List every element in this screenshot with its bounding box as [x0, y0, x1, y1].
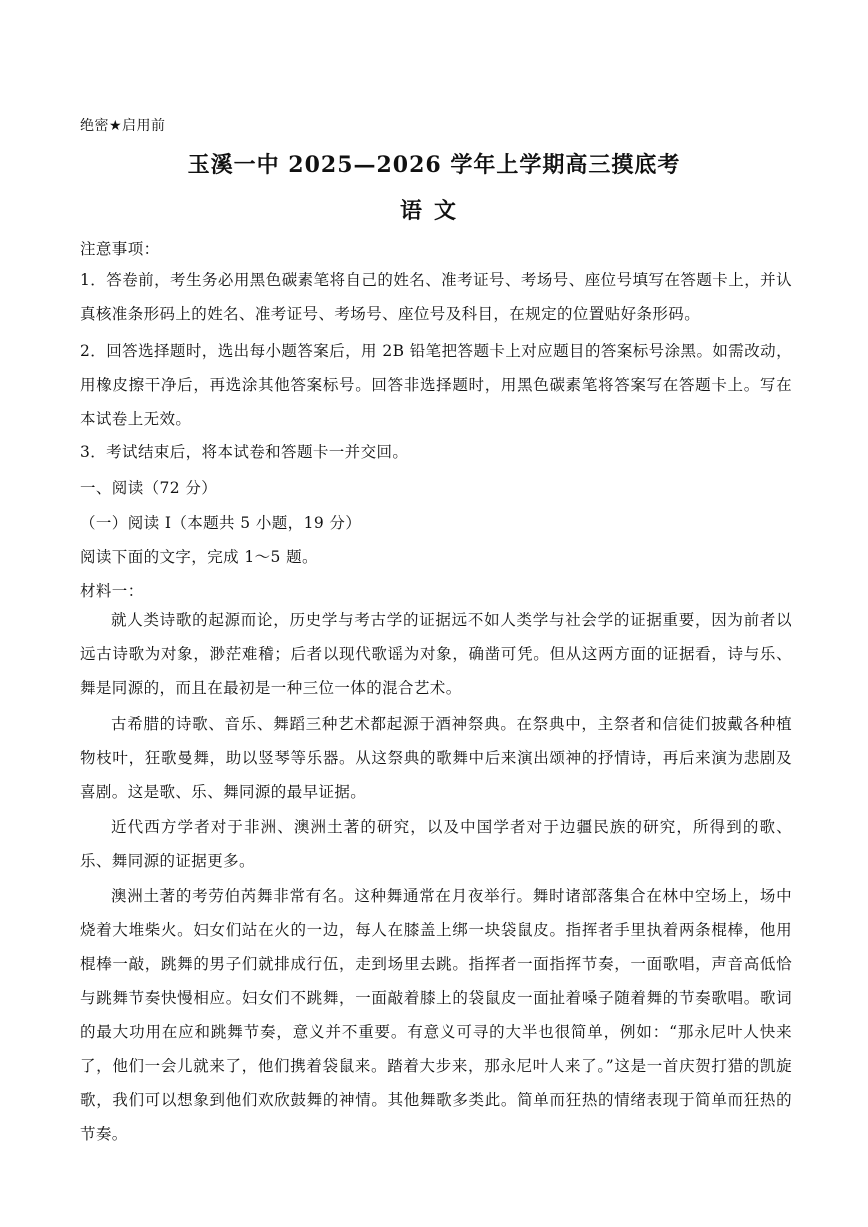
material-label: 材料一： — [80, 582, 144, 600]
exam-title: 玉溪一中 2025—2026 学年上学期高三摸底考 — [187, 152, 681, 178]
subject-title: 语文 — [399, 198, 468, 224]
notice-item-2: 2．回答选择题时，选出每小题答案后，用 2B 铅笔把答题卡上对应题目的答案标号涂黑。如需改动，用橡皮擦干净后，再选涂其他答案标号。回答非选择题时，用黑色碳素笔将答案写在答题卡上。写在本试卷上无效。 — [80, 342, 792, 428]
paragraph-2: 古希腊的诗歌、音乐、舞蹈三种艺术都起源于酒神祭典。在祭典中，主祭者和信徒们披戴各种植物枝叶，狂歌曼舞，助以竖琴等乐器。从这祭典的歌舞中后来演出颂神的抒情诗，再后来演为悲剧及喜剧。这是歌、乐、舞同源的最早证据。 — [80, 715, 792, 801]
reading-instruction: 阅读下面的文字，完成 1～5 题。 — [80, 548, 318, 566]
confidential-mark: 绝密★启用前 — [80, 118, 166, 134]
notice-item-3: 3．考试结束后，将本试卷和答题卡一并交回。 — [80, 443, 409, 461]
part-title: 一、阅读（72 分） — [80, 479, 218, 497]
notice-heading: 注意事项： — [80, 240, 160, 258]
paragraph-4: 澳洲土著的考劳伯芮舞非常有名。这种舞通常在月夜举行。舞时诸部落集合在林中空场上，场中烧着大堆柴火。妇女们站在火的一边，每人在膝盖上绑一块袋鼠皮。指挥者手里执着两条棍棒，他用棍棒一敲，跳舞的男子们就排成行伍，走到场里去跳。指挥者一面指挥节奏，一面歌唱，声音高低恰与跳舞节奏快慢相应。妇女们不跳舞，一面敲着膝上的袋鼠皮一面扯着嗓子随着舞的节奏歌唱。歌词的最大功用在应和跳舞节奏，意义并不重要。有意义可寻的大半也很简单，例如：“那永尼叶人快来了，他们一会儿就来了，他们携着袋鼠来。踏着大步来，那永尼叶人来了。”这是一首庆贺打猎的凯旋歌，我们可以想象到他们欢欣鼓舞的神情。其他舞歌多类此。简单而狂热的情绪表现于简单而狂热的节奏。 — [80, 887, 792, 1143]
notice-item-1: 1．答卷前，考生务必用黑色碳素笔将自己的姓名、准考证号、考场号、座位号填写在答题卡上，并认真核准条形码上的姓名、准考证号、考场号、座位号及科目，在规定的位置贴好条形码。 — [80, 271, 792, 323]
paragraph-3: 近代西方学者对于非洲、澳洲土著的研究，以及中国学者对于边疆民族的研究，所得到的歌、乐、舞同源的证据更多。 — [80, 818, 792, 870]
paragraph-1: 就人类诗歌的起源而论，历史学与考古学的证据远不如人类学与社会学的证据重要，因为前者以远古诗歌为对象，渺茫难稽；后者以现代歌谣为对象，确凿可凭。但从这两方面的证据看，诗与乐、舞是同源的，而且在最初是一种三位一体的混合艺术。 — [80, 611, 792, 697]
sub-section-title: （一）阅读 I（本题共 5 小题，19 分） — [80, 514, 362, 532]
